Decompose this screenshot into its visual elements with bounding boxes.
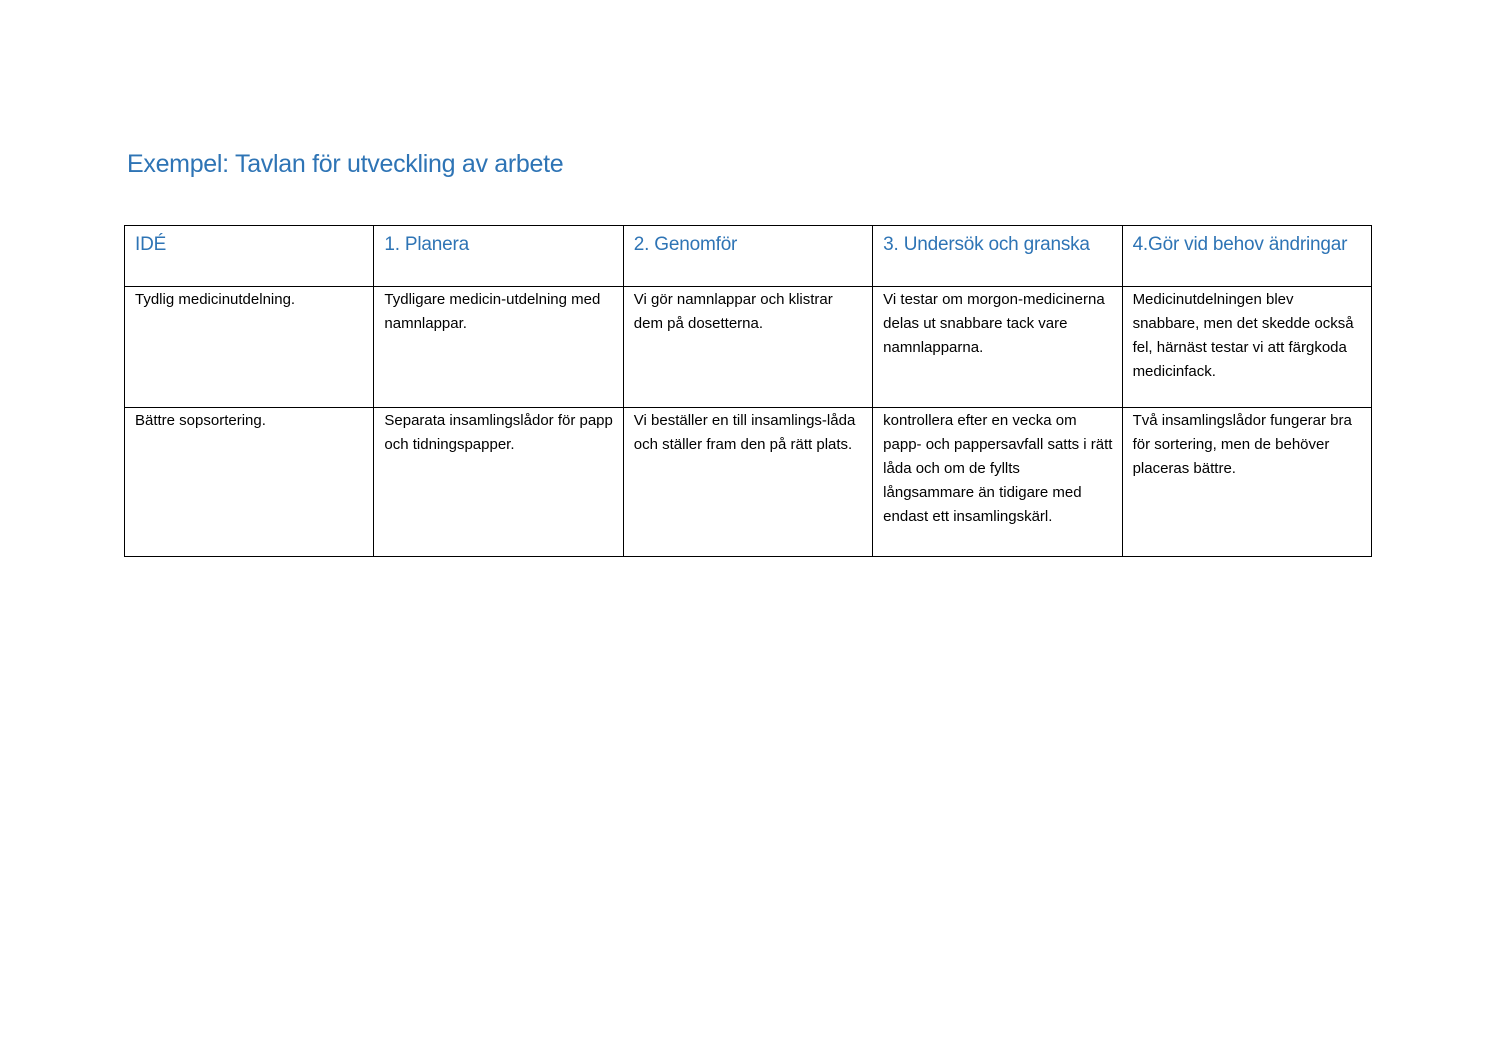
cell-idea: Bättre sopsortering.: [125, 408, 374, 557]
header-study: 3. Undersök och granska: [873, 226, 1122, 287]
header-act: 4.Gör vid behov ändringar: [1122, 226, 1371, 287]
development-board-table: [124, 225, 1372, 557]
header-do: 2. Genomför: [623, 226, 872, 287]
cell-study: kontrollera efter en vecka om papp- och pappersavfall satts i rätt låda och om de fyllts långsammare än tidigare med endast ett insamlingskärl.: [873, 408, 1122, 557]
cell-act: Medicinutdelningen blev snabbare, men det skedde också fel, härnäst testar vi att färgkoda medicinfack.: [1122, 287, 1371, 408]
cell-do: Vi beställer en till insamlings-låda och ställer fram den på rätt plats.: [623, 408, 872, 557]
table-row: [125, 287, 1372, 408]
header-plan: 1. Planera: [374, 226, 623, 287]
header-idea: IDÉ: [125, 226, 374, 287]
cell-study: Vi testar om morgon-medicinerna delas ut snabbare tack vare namnlapparna.: [873, 287, 1122, 408]
cell-do: Vi gör namnlappar och klistrar dem på dosetterna.: [623, 287, 872, 408]
table-row: [125, 408, 1372, 557]
header-row: [125, 226, 1372, 287]
page-title: Exempel: Tavlan för utveckling av arbete: [127, 150, 564, 178]
cell-act: Två insamlingslådor fungerar bra för sortering, men de behöver placeras bättre.: [1122, 408, 1371, 557]
cell-plan: Tydligare medicin-utdelning med namnlappar.: [374, 287, 623, 408]
cell-idea: Tydlig medicinutdelning.: [125, 287, 374, 408]
cell-plan: Separata insamlingslådor för papp och tidningspapper.: [374, 408, 623, 557]
